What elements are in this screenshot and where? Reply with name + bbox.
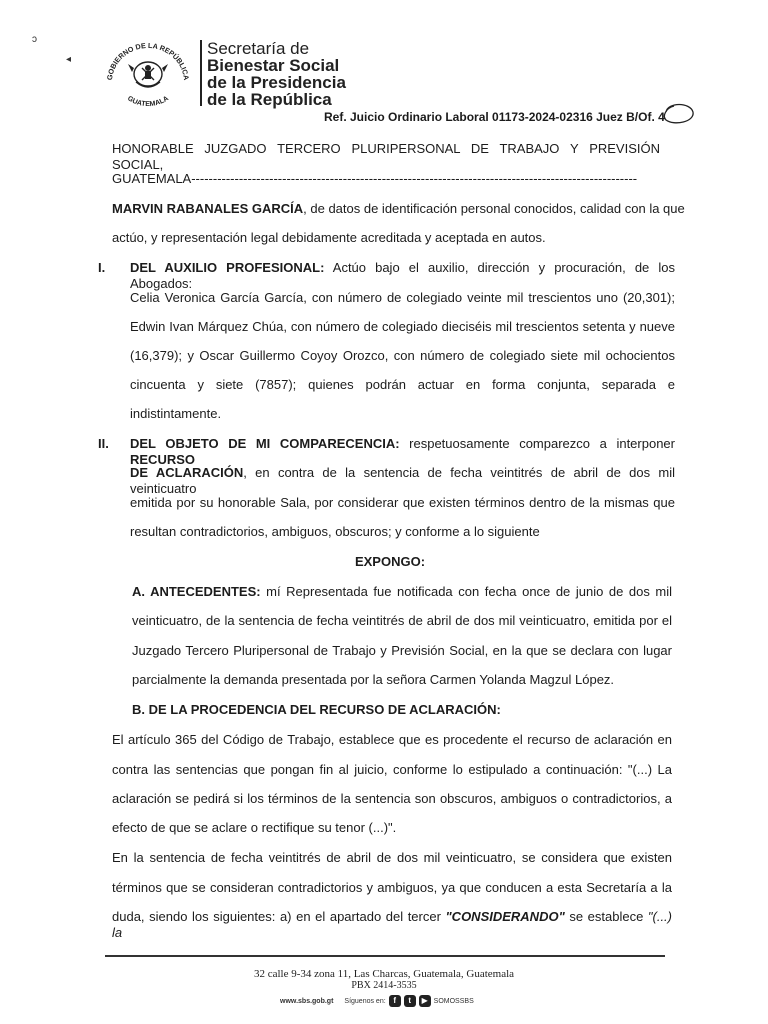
paragraph-2-line-3-text: duda, siendo los siguientes: a) en el apartado del tercer [112,909,446,924]
paragraph-2-line-2: términos que se consideran contradictorios y ambiguos, ya que conducen a esta Secretaría a la [112,880,672,895]
section-2-line-1-bold: RECURSO [130,452,196,467]
paragraph-1-line-2: contra las sentencias que pongan fin al juicio, conforme lo estipulado a continuación: "(...) La [112,762,672,777]
antecedentes-line-4: parcialmente la demanda presentada por la señora Carmen Yolanda Magzul López. [132,672,615,687]
section-2-title: DEL OBJETO DE MI COMPARECENCIA: [130,436,400,451]
section-2-line-2 [130,465,675,497]
brand-line-3: de la Presidencia [207,73,346,92]
brand-line-4: de la República [207,90,332,109]
section-1-line-5: cincuenta y siete (7857); quienes podrán actuar en forma conjunta, separada e [130,377,675,392]
section-2-line-1-text: respetuosamente comparezco a interponer [399,436,675,451]
footer-divider [105,955,665,957]
section-1-line-3: Edwin Ivan Márquez Chúa, con número de colegiado dieciséis mil trescientos setenta y nueve [130,319,675,334]
handwritten-circle-mark [660,100,696,128]
seal-text-bottom: GUATEMALA [126,95,170,109]
footer-website[interactable]: www.sbs.gob.gt [280,997,334,1005]
svg-text:GUATEMALA [126,95,170,108]
brand-line-2: Bienestar Social [207,56,340,75]
social-handle: SOMOSSBS [433,997,474,1005]
section-1-line-1-text: Actúo bajo el auxilio, dirección y procuración, de los Abogados: [130,260,675,291]
antecedentes-line-3: Juzgado Tercero Pluripersonal de Trabajo y Previsión Social, en la que se declara con lugar [132,643,672,658]
antecedentes-line-1 [132,584,672,600]
paragraph-2-line-1: En la sentencia de fecha veintitrés de abril de dos mil veinticuatro, se considera que existen [112,850,672,865]
paragraph-1-line-3: aclaración se pedirá si los términos de la sentencia son obscuros, ambiguos o contradictorios, a [112,791,672,806]
footer-social-row [280,994,480,1008]
brand-divider [200,40,202,106]
section-1-title: DEL AUXILIO PROFESIONAL: [130,260,325,275]
addressee-line-1: HONORABLE JUZGADO TERCERO PLURIPERSONAL DE TRABAJO Y PREVISIÓN SOCIAL, [112,141,660,172]
paragraph-2-line-3 [112,909,672,941]
guatemala-seal-logo [98,38,198,110]
section-1-line-4: (16,379); y Oscar Guillermo Coyoy Orozco, con número de colegiado siete mil ochocientos [130,348,675,363]
section-2-line-4: resultan contradictorios, ambiguos, obscuros; y conforme a lo siguiente [130,524,540,539]
antecedentes-line-1-text: mí Representada fue notificada con fecha once de junio de dos mil [260,584,673,599]
antecedentes-line-2: veinticuatro, de la sentencia de fecha veintitrés de abril de dos mil veinticuatro, emitida por el [132,613,672,628]
section-2-line-1 [130,436,675,468]
antecedentes-title: A. ANTECEDENTES: [132,584,261,599]
paragraph-1-line-1: El artículo 365 del Código de Trabajo, establece que es procedente el recurso de aclaración en [112,732,672,747]
addressee-line-2: GUATEMALA------------------------------------------------------------------------------------------------------- [112,171,638,186]
social-label: Síguenos en: [344,997,386,1005]
intro-line-1 [112,201,685,217]
paragraph-1-line-4: efecto de que se aclare o rectifique su tenor (...)". [112,820,397,835]
case-reference: Ref. Juicio Ordinario Laboral 01173-2024-02316 Juez B/Of. 4 [324,110,665,124]
brand-line-1: Secretaría de [207,39,310,58]
section-1-line-2: Celia Veronica García García, con número de colegiado veinte mil trescientos uno (20,301); [130,290,675,305]
intro-line-1-rest: , de datos de identificación personal conocidos, calidad con la que [303,201,685,216]
procedencia-title: B. DE LA PROCEDENCIA DEL RECURSO DE ACLARACIÓN: [132,702,501,717]
section-1-number: I. [98,260,106,275]
youtube-icon[interactable]: ▶ [419,995,431,1007]
margin-mark-left: ◂ [66,54,72,65]
section-2-line-3: emitida por su honorable Sala, por considerar que existen términos dentro de la mismas que [130,495,675,510]
paragraph-2-line-3-quote: "(...) la [112,909,672,940]
margin-mark-top: ↄ [32,34,37,45]
intro-line-2: actúo, y representación legal debidamente acreditada y aceptada en autos. [112,230,546,245]
section-2-number: II. [98,436,109,451]
facebook-icon[interactable]: f [389,995,401,1007]
paragraph-2-line-3-mid: se establece [564,909,648,924]
section-2-line-2-text: , en contra de la sentencia de fecha veintitrés de abril de dos mil veinticuatro [130,465,675,496]
section-1-line-6: indistintamente. [130,406,222,421]
institution-name [207,40,346,108]
expongo-heading: EXPONGO: [354,554,426,569]
footer-address: 32 calle 9-34 zona 11, Las Charcas, Guatemala, Guatemala [253,968,515,980]
twitter-icon[interactable]: t [404,995,416,1007]
section-1-line-1 [130,260,675,292]
appearing-party-name: MARVIN RABANALES GARCÍA [112,201,304,216]
recurso-aclaracion-bold: DE ACLARACIÓN [130,465,244,480]
considerando-term: "CONSIDERANDO" [445,909,565,924]
seal-text-top: GOBIERNO DE LA REPÚBLICA [104,40,192,81]
footer-phone: PBX 2414-3535 [351,980,417,991]
